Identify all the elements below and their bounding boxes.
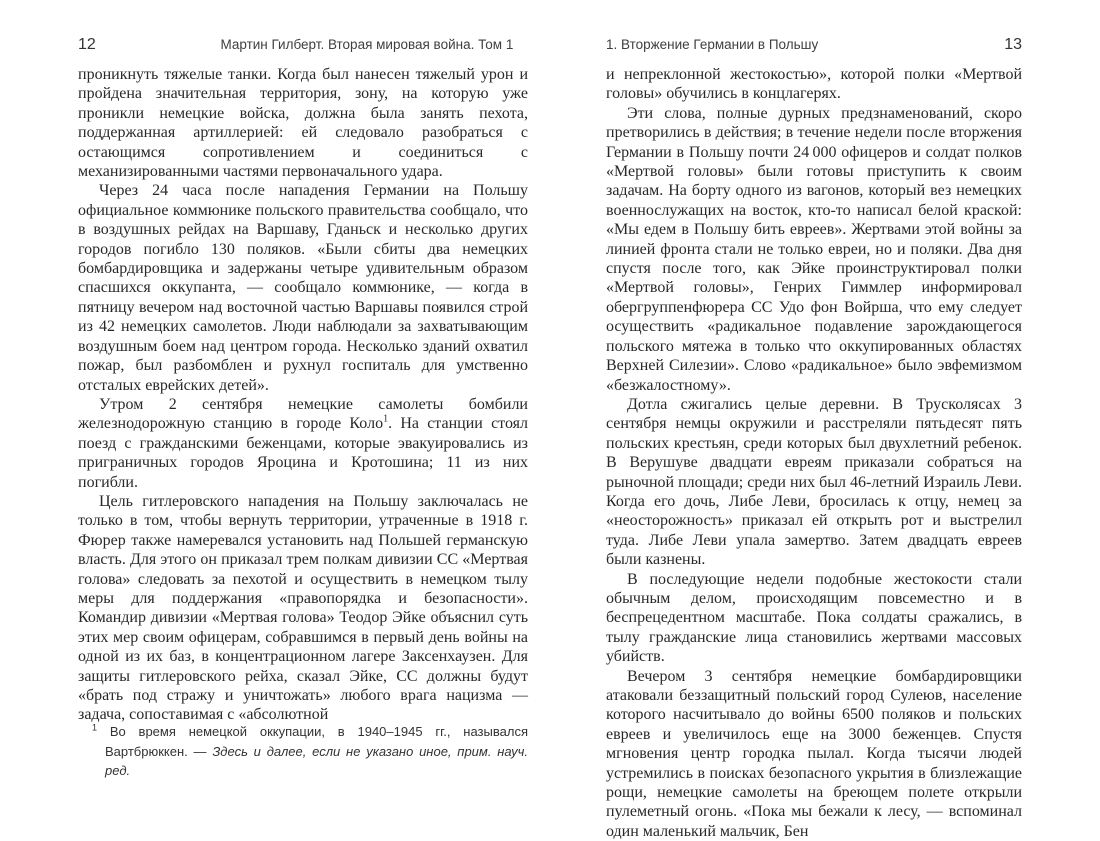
paragraph: Через 24 часа после нападения Германии на Польшу официальное коммюнике польского правительства сообщало, что в воздушных рейдах на Варшаву, Гданьск и несколько других городов погибло 130 поляков. «Были сбиты два немецких бомбардировщика и задержаны четыре удивительным образом спасшихся оккупанта, — сообщало коммюнике, — когда в пятницу вечером над восточной частью Варшавы появился строй из 42 немецких самолетов. Люди наблюдали за захватывающим воздушным боем над центром города. Несколько зданий охватил пожар, был разбомблен и рухнул госпиталь для умственно отсталых еврейских детей». xyxy=(78,182,528,394)
paragraph: Вечером 3 сентября немецкие бомбардировщики атаковали беззащитный польский город Сулеюв, население которого насчитывало до войны 6500 поляков и польских евреев и увеличилось еще на 3000 беженцев. Спустя мгновения центр городка пылал. Когда тысячи людей устремились в поисках безопасного укрытия в близлежащие рощи, немецкие самолеты на бреющем полете открыли пулеметный огонь. «Пока мы бежали к лесу, — вспоминал один маленький мальчик, Бен xyxy=(606,667,1022,840)
paragraph xyxy=(78,395,528,492)
running-head-left: Мартин Гилберт. Вторая мировая война. Том 1 xyxy=(220,37,514,52)
paragraph-text: Утром 2 сентября немецкие самолеты бомбили железнодорожную станцию в городе Коло xyxy=(78,395,528,433)
footnote-text-italic: Здесь и далее, если не указано иное, прим. науч. ред. xyxy=(105,743,529,778)
footnote xyxy=(78,722,528,781)
paragraph: Дотла сжигались целые деревни. В Трусколясах 3 сентября немцы окружили и расстреляли пятьдесят пять польских крестьян, среди которых был двухлетний ребенок. В Верушуве двадцати евреям приказали собраться на рыночной площади; среди них был 46-летний Израиль Леви. Когда его дочь, Либе Леви, бросилась к отцу, немец за «неосторожность» приказал ей открыть рот и выстрелил туда. Либе Леви упала замертво. Затем двадцать евреев были казнены. xyxy=(606,395,1022,569)
running-header-left xyxy=(78,36,528,54)
footnote-text: Во время немецкой оккупации, в 1940–1945 гг., назывался Вартбрюккен. — xyxy=(105,724,528,759)
running-header-right xyxy=(606,36,1022,54)
page-number-left: 12 xyxy=(78,36,96,53)
page-13-body xyxy=(606,65,1022,841)
running-head-right: 1. Вторжение Германии в Польшу xyxy=(606,37,819,52)
footnote-reference: 1 xyxy=(383,413,389,425)
page-12 xyxy=(78,0,528,825)
paragraph: и непреклонной жестокостью», которой полки «Мертвой головы» обучились в концлагерях. xyxy=(606,66,1022,103)
paragraph: Цель гитлеровского нападения на Польшу заключалась не только в том, чтобы вернуть территории, утраченные в 1918 г. Фюрер также намеревался установить над Польшей германскую власть. Для этого он приказал трем полкам дивизии СС «Мертвая голова» следовать за пехотой и осуществить в немецком тылу меры для поддержания «правопорядка и безопасности». Командир дивизии «Мертвая голова» Теодор Эйке объяснил суть этих мер своим офицерам, собравшимся в первый день войны на одной из их баз, в концентрационном лагере Заксенхаузен. Для защиты гитлеровского рейха, сказал Эйке, СС должны будут «брать под стражу и уничтожать» любого врага нацизма — задача, сопоставимая с «абсолютной xyxy=(78,492,528,724)
page-12-body xyxy=(78,65,528,725)
paragraph: проникнуть тяжелые танки. Когда был нанесен тяжелый урон и пройдена значительная территория, зону, на которую уже проникли немецкие войска, должна была занять пехота, поддержанная артиллерией: ей следовало разобраться с остающимся сопротивлением и соединиться с механизированными частями первоначального удара. xyxy=(78,66,528,181)
footnote-marker: 1 xyxy=(92,722,98,733)
paragraph-text: . На станции стоял поезд с гражданскими беженцами, которые эвакуировались из приграничных городов Яроцина и Кротошина; 11 из них погибли. xyxy=(78,415,528,491)
page-13 xyxy=(606,0,1022,840)
paragraph: В последующие недели подобные жестокости стали обычным делом, происходящим повсеместно и в беспрецедентном масштабе. Пока солдаты сражались, в тылу гражданские лица становились жертвами массовых убийств. xyxy=(606,570,1022,666)
paragraph: Эти слова, полные дурных предзнаменований, скоро претворились в действия; в течение недели после вторжения Германии в Польшу почти 24 000 офицеров и солдат полков «Мертвой головы» были готовы приступить к своим задачам. На борту одного из вагонов, который вез немецких военнослужащих на восток, кто-то написал белой краской: «Мы едем в Польшу бить евреев». Жертвами этой войны за линией фронта стали не только евреи, но и поляки. Два дня спустя после того, как Эйке проинструктировал полки «Мертвой головы», Генрих Гиммлер информировал обергруппенфюрера СС Удо фон Войрша, что ему следует осуществить «радикальное подавление зарождающегося польского мятежа в только что оккупированных областях Верхней Силезии». Слово «радикальное» было эвфемизмом «безжалостному». xyxy=(606,104,1022,394)
page-number-right: 13 xyxy=(1004,36,1022,53)
